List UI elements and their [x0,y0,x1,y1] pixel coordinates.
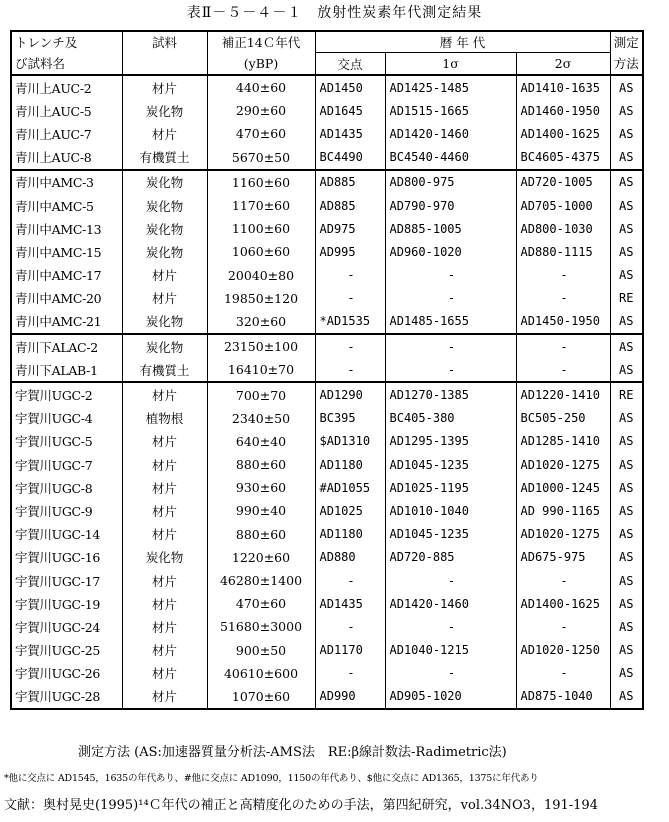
sample-type-cell: 炭化物 [122,310,207,334]
table-row [11,334,643,358]
table-row [11,499,643,522]
corrected-age-cell: 2340±50 [207,407,315,430]
two-sigma-cell: AD875-1040 [516,685,610,709]
corrected-age-cell: 930±60 [207,476,315,499]
cross-point-cell: AD1180 [315,453,385,476]
table-row [11,476,643,499]
table-row [11,264,643,287]
two-sigma-cell: BC505-250 [516,407,610,430]
sample-name-cell: 青川上AUC-8 [11,146,122,170]
method-cell: AS [610,453,643,476]
header-sample-cont [122,53,207,76]
one-sigma-cell: AD1485-1655 [385,310,516,334]
sample-name-cell: 宇賀川UGC-7 [11,453,122,476]
one-sigma-cell: AD1025-1195 [385,476,516,499]
sample-name-cell: 宇賀川UGC-14 [11,523,122,546]
table-row [11,170,643,194]
two-sigma-cell: - [516,334,610,358]
method-cell: AS [610,99,643,122]
sample-type-cell: 材片 [122,662,207,685]
corrected-age-cell: 1060±60 [207,240,315,263]
corrected-age-cell: 880±60 [207,523,315,546]
two-sigma-cell: - [516,264,610,287]
sample-type-cell: 材片 [122,287,207,310]
one-sigma-cell: AD800-975 [385,170,516,194]
sample-type-cell: 有機質土 [122,146,207,170]
method-cell: AS [610,569,643,592]
two-sigma-cell: AD1450-1950 [516,310,610,334]
sample-type-cell: 材片 [122,523,207,546]
sample-type-cell: 材片 [122,639,207,662]
table-row [11,453,643,476]
one-sigma-cell: AD1040-1215 [385,639,516,662]
two-sigma-cell: AD800-1030 [516,217,610,240]
corrected-age-cell: 320±60 [207,310,315,334]
sample-name-cell: 宇賀川UGC-17 [11,569,122,592]
sample-name-cell: 宇賀川UGC-9 [11,499,122,522]
cross-point-cell: #AD1055 [315,476,385,499]
cross-point-cell: AD1290 [315,382,385,406]
table-row [11,75,643,99]
header-calendar-age: 暦 年 代 [315,31,610,53]
header-method-cont: 方法 [610,53,643,76]
two-sigma-cell: - [516,615,610,638]
one-sigma-cell: BC4540-4460 [385,146,516,170]
one-sigma-cell: - [385,615,516,638]
two-sigma-cell: AD 990-1165 [516,499,610,522]
one-sigma-cell: AD1425-1485 [385,75,516,99]
cross-point-cell: - [315,358,385,382]
sample-type-cell: 炭化物 [122,334,207,358]
corrected-age-cell: 1220±60 [207,546,315,569]
one-sigma-cell: AD1270-1385 [385,382,516,406]
corrected-age-cell: 5670±50 [207,146,315,170]
table-row [11,240,643,263]
one-sigma-cell: AD790-970 [385,194,516,217]
header-sample: 試料 [122,31,207,53]
corrected-age-cell: 19850±120 [207,287,315,310]
two-sigma-cell: AD1400-1625 [516,592,610,615]
sample-name-cell: 宇賀川UGC-16 [11,546,122,569]
sample-name-cell: 青川中AMC-15 [11,240,122,263]
sample-name-cell: 宇賀川UGC-2 [11,382,122,406]
sample-type-cell: 有機質土 [122,358,207,382]
one-sigma-cell: - [385,358,516,382]
sample-type-cell: 材片 [122,264,207,287]
sample-name-cell: 青川上AUC-7 [11,122,122,145]
reference-note: 文献：奥村晃史(1995)¹⁴Ｃ年代の補正と高精度化のための手法，第四紀研究，vol.34NO3，191-194 [4,798,598,813]
two-sigma-cell: - [516,287,610,310]
cross-point-cell: - [315,615,385,638]
method-cell: AS [610,546,643,569]
header-name-cont: び試料名 [11,53,122,76]
cross-point-cell: AD1645 [315,99,385,122]
method-cell: AS [610,264,643,287]
table-row [11,430,643,453]
sample-name-cell: 宇賀川UGC-5 [11,430,122,453]
sample-name-cell: 宇賀川UGC-28 [11,685,122,709]
sample-name-cell: 青川中AMC-21 [11,310,122,334]
method-cell: AS [610,430,643,453]
header-2sigma: 2σ [516,53,610,76]
one-sigma-cell: AD720-885 [385,546,516,569]
corrected-age-cell: 51680±3000 [207,615,315,638]
method-cell: RE [610,382,643,406]
table-row [11,358,643,382]
table-row [11,287,643,310]
table-row [11,382,643,406]
two-sigma-cell: AD1400-1625 [516,122,610,145]
header-method: 測定 [610,31,643,53]
corrected-age-cell: 990±40 [207,499,315,522]
corrected-age-cell: 290±60 [207,99,315,122]
one-sigma-cell: AD1515-1665 [385,99,516,122]
cross-point-cell: AD1170 [315,639,385,662]
two-sigma-cell: AD1020-1250 [516,639,610,662]
table-row [11,407,643,430]
sample-type-cell: 材片 [122,75,207,99]
method-cell: AS [610,170,643,194]
one-sigma-cell: AD1295-1395 [385,430,516,453]
table-row [11,662,643,685]
sample-type-cell: 材片 [122,453,207,476]
two-sigma-cell: - [516,662,610,685]
table-row [11,99,643,122]
page-title: 表Ⅱ－５－４－１ 放射性炭素年代測定結果 [186,5,483,21]
one-sigma-cell: - [385,569,516,592]
table-row [11,546,643,569]
cross-point-cell: AD885 [315,170,385,194]
method-cell: AS [610,592,643,615]
sample-name-cell: 宇賀川UGC-8 [11,476,122,499]
cross-point-cell: AD1180 [315,523,385,546]
method-cell: AS [610,217,643,240]
method-cell: AS [610,476,643,499]
sample-type-cell: 材片 [122,122,207,145]
one-sigma-cell: AD960-1020 [385,240,516,263]
cross-point-cell: - [315,569,385,592]
method-cell: AS [610,240,643,263]
one-sigma-cell: AD1010-1040 [385,499,516,522]
table-row [11,592,643,615]
method-cell: AS [610,407,643,430]
corrected-age-cell: 23150±100 [207,334,315,358]
one-sigma-cell: AD1420-1460 [385,592,516,615]
crosspoint-note: *他に交点に AD1545，1635の年代あり、#他に交点に AD1090，1150の年代あり、$他に交点に AD1365，1375に年代あり [4,773,539,784]
radiocarbon-results-table [10,30,644,710]
table-row [11,639,643,662]
corrected-age-cell: 470±60 [207,122,315,145]
method-cell: AS [610,685,643,709]
sample-name-cell: 青川下ALAB-1 [11,358,122,382]
sample-type-cell: 炭化物 [122,546,207,569]
header-1sigma: 1σ [385,53,516,76]
sample-type-cell: 植物根 [122,407,207,430]
one-sigma-cell: AD1045-1235 [385,453,516,476]
cross-point-cell: AD1435 [315,122,385,145]
corrected-age-cell: 16410±70 [207,358,315,382]
two-sigma-cell: AD1285-1410 [516,430,610,453]
sample-name-cell: 青川中AMC-13 [11,217,122,240]
header-cross: 交点 [315,53,385,76]
corrected-age-cell: 1070±60 [207,685,315,709]
sample-name-cell: 宇賀川UGC-25 [11,639,122,662]
method-note: 測定方法 (AS:加速器質量分析法-AMS法 RE:β線計数法-Radimetric法) [78,745,507,760]
cross-point-cell: - [315,264,385,287]
table-row [11,615,643,638]
cross-point-cell: $AD1310 [315,430,385,453]
cross-point-cell: BC395 [315,407,385,430]
cross-point-cell: *AD1535 [315,310,385,334]
method-cell: AS [610,499,643,522]
sample-name-cell: 宇賀川UGC-4 [11,407,122,430]
corrected-age-cell: 20040±80 [207,264,315,287]
sample-name-cell: 宇賀川UGC-26 [11,662,122,685]
cross-point-cell: - [315,334,385,358]
method-cell: AS [610,334,643,358]
table-row [11,217,643,240]
table-row [11,146,643,170]
method-cell: AS [610,615,643,638]
table-row [11,569,643,592]
two-sigma-cell: AD675-975 [516,546,610,569]
sample-name-cell: 青川上AUC-5 [11,99,122,122]
two-sigma-cell: AD880-1115 [516,240,610,263]
sample-type-cell: 炭化物 [122,99,207,122]
sample-type-cell: 材片 [122,569,207,592]
corrected-age-cell: 700±70 [207,382,315,406]
corrected-age-cell: 640±40 [207,430,315,453]
sample-name-cell: 青川中AMC-20 [11,287,122,310]
sample-type-cell: 材片 [122,430,207,453]
table-row [11,194,643,217]
corrected-age-cell: 1100±60 [207,217,315,240]
table-row [11,310,643,334]
sample-type-cell: 材片 [122,615,207,638]
sample-type-cell: 炭化物 [122,194,207,217]
method-cell: AS [610,523,643,546]
cross-point-cell: AD1025 [315,499,385,522]
method-cell: AS [610,122,643,145]
table-row [11,685,643,709]
cross-point-cell: AD880 [315,546,385,569]
cross-point-cell: AD885 [315,194,385,217]
cross-point-cell: - [315,287,385,310]
one-sigma-cell: BC405-380 [385,407,516,430]
sample-type-cell: 材片 [122,499,207,522]
sample-name-cell: 青川上AUC-2 [11,75,122,99]
two-sigma-cell: AD1460-1950 [516,99,610,122]
method-cell: AS [610,310,643,334]
two-sigma-cell: - [516,569,610,592]
corrected-age-cell: 440±60 [207,75,315,99]
method-cell: AS [610,639,643,662]
one-sigma-cell: - [385,334,516,358]
method-cell: AS [610,662,643,685]
two-sigma-cell: AD720-1005 [516,170,610,194]
method-cell: AS [610,75,643,99]
sample-name-cell: 青川中AMC-17 [11,264,122,287]
one-sigma-cell: AD1420-1460 [385,122,516,145]
header-age-unit: (yBP) [207,53,315,76]
cross-point-cell: AD975 [315,217,385,240]
table-row [11,523,643,546]
corrected-age-cell: 46280±1400 [207,569,315,592]
cross-point-cell: AD990 [315,685,385,709]
cross-point-cell: AD1435 [315,592,385,615]
two-sigma-cell: AD1020-1275 [516,453,610,476]
two-sigma-cell: AD705-1000 [516,194,610,217]
header-age: 補正14Ｃ年代 [207,31,315,53]
one-sigma-cell: AD885-1005 [385,217,516,240]
sample-name-cell: 青川中AMC-3 [11,170,122,194]
one-sigma-cell: AD1045-1235 [385,523,516,546]
corrected-age-cell: 880±60 [207,453,315,476]
sample-name-cell: 青川中AMC-5 [11,194,122,217]
method-cell: RE [610,287,643,310]
one-sigma-cell: - [385,264,516,287]
one-sigma-cell: AD905-1020 [385,685,516,709]
cross-point-cell: AD1450 [315,75,385,99]
cross-point-cell: - [315,662,385,685]
cross-point-cell: BC4490 [315,146,385,170]
sample-type-cell: 材片 [122,382,207,406]
table-row [11,122,643,145]
corrected-age-cell: 1160±60 [207,170,315,194]
corrected-age-cell: 40610±600 [207,662,315,685]
sample-type-cell: 炭化物 [122,217,207,240]
sample-type-cell: 材片 [122,685,207,709]
corrected-age-cell: 470±60 [207,592,315,615]
corrected-age-cell: 900±50 [207,639,315,662]
one-sigma-cell: - [385,662,516,685]
sample-type-cell: 材片 [122,592,207,615]
sample-name-cell: 宇賀川UGC-19 [11,592,122,615]
two-sigma-cell: BC4605-4375 [516,146,610,170]
sample-name-cell: 青川下ALAC-2 [11,334,122,358]
one-sigma-cell: - [385,287,516,310]
two-sigma-cell: AD1020-1275 [516,523,610,546]
method-cell: AS [610,358,643,382]
sample-name-cell: 宇賀川UGC-24 [11,615,122,638]
two-sigma-cell: AD1000-1245 [516,476,610,499]
sample-type-cell: 炭化物 [122,170,207,194]
sample-type-cell: 材片 [122,476,207,499]
two-sigma-cell: AD1220-1410 [516,382,610,406]
sample-type-cell: 炭化物 [122,240,207,263]
corrected-age-cell: 1170±60 [207,194,315,217]
method-cell: AS [610,194,643,217]
cross-point-cell: AD995 [315,240,385,263]
method-cell: AS [610,146,643,170]
two-sigma-cell: AD1410-1635 [516,75,610,99]
header-name: トレンチ及 [11,31,122,53]
two-sigma-cell: - [516,358,610,382]
